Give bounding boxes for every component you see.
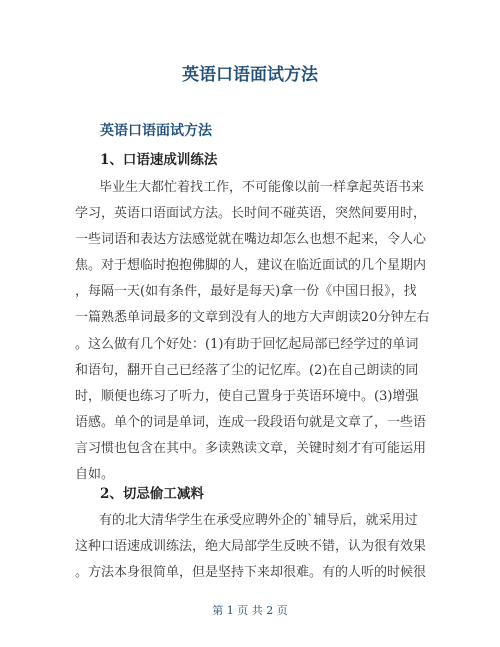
paragraph-line: 一篇熟悉单词最多的文章到没有人的地方大声朗读20分钟左右: [75, 310, 430, 326]
paragraph-line: 有的北大清华学生在承受应聘外企的`辅导后，就采用过: [99, 513, 418, 528]
section-2-paragraph: [75, 508, 430, 586]
paragraph-line: 。方法本身很简单，但是坚持下来却很难。有的人听的时候很: [75, 565, 427, 581]
paragraph-line: 。这么做有几个好处：(1)有助于回忆起局部已经学过的单词: [75, 336, 419, 352]
page-footer: 第 1 页 共 2 页: [212, 604, 288, 617]
paragraph-line: 言习惯也包含在其中。多读熟读文章，关键时刻才有可能运用: [75, 440, 427, 456]
paragraph-line: 语感。单个的词是单词，连成一段段语句就是文章了，一些语: [75, 414, 427, 430]
paragraph-line: 和语句，翻开自己已经落了尘的记忆库。(2)在自己朗读的同: [75, 362, 419, 378]
paragraph-line: 学习，英语口语面试方法。长时间不碰英语，突然间要用时，: [75, 206, 427, 222]
paragraph-line: 毕业生大都忙着找工作，不可能像以前一样拿起英语书来: [99, 180, 425, 195]
section-1-heading: 1、口语速成训练法: [100, 152, 218, 168]
paragraph-line: 时，顺便也练习了听力，使自己置身于英语环境中。(3)增强: [75, 388, 419, 404]
paragraph-line: 一些词语和表达方法感觉就在嘴边却怎么也想不起来，令人心: [75, 232, 427, 248]
document-title: 英语口语面试方法: [182, 65, 318, 85]
paragraph-line: 自如。: [75, 467, 115, 483]
section-2-heading: 2、切忌偷工减料: [100, 486, 204, 502]
document-subtitle: 英语口语面试方法: [100, 123, 212, 139]
paragraph-line: 焦。对于想临时抱抱佛脚的人，建议在临近面试的几个星期内: [75, 258, 427, 274]
section-1-paragraph: [75, 175, 430, 488]
paragraph-line: 这种口语速成训练法，绝大局部学生反映不错，认为很有效果: [75, 539, 427, 555]
paragraph-line: ，每隔一天(如有条件，最好是每天)拿一份《中国日报》，找: [75, 284, 417, 300]
